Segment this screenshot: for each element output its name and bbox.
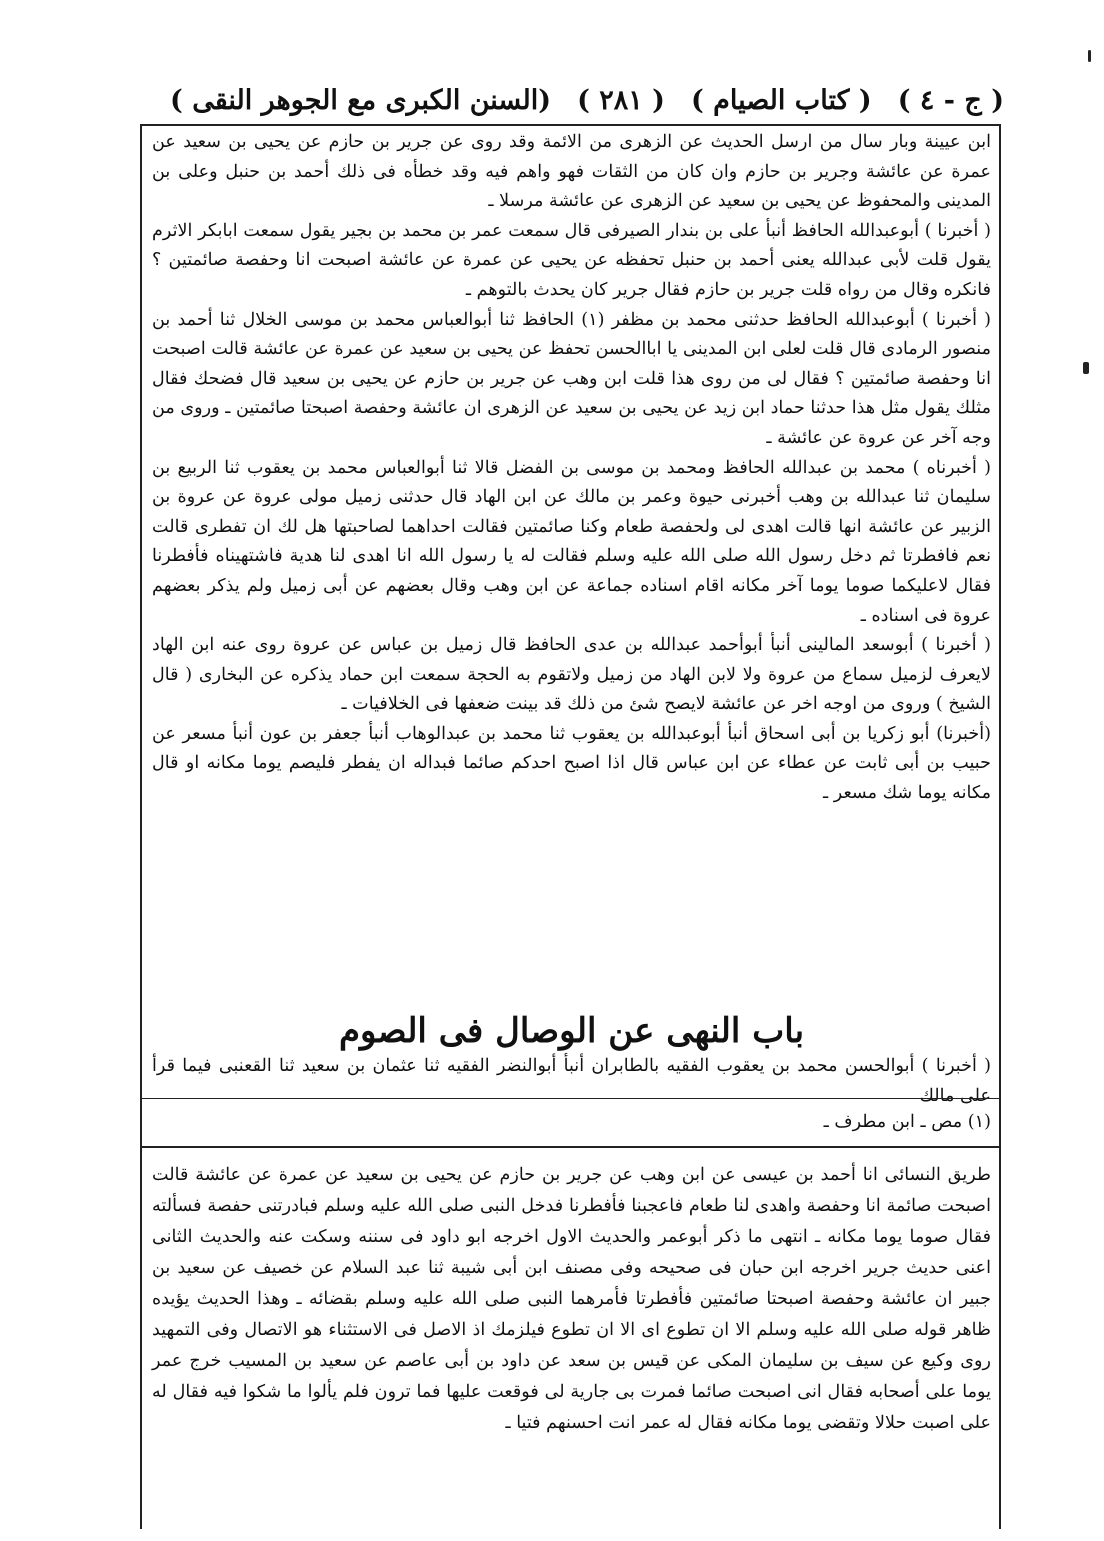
commentary-text: [152, 1160, 991, 1439]
margin-mark: [1083, 362, 1089, 374]
main-paragraph: ( أخبرنا ) أبوعبدالله الحافظ حدثنى محمد بن مظفر (١) الحافظ ثنا أبوالعباس محمد بن موسى الخلال ثنا أحمد بن منصور الرمادى قال قلت لعلى ابن المدينى يا اباالحسن تحفظ عن يحيى بن سعيد عن عمرة عن عائشة قالت اصبحت انا وحفصة صائمتين ؟ فقال لى من روى هذا قلت ابن وهب عن جرير بن حازم عن يحيى بن سعيد قال فضحك فقال مثلك يقول مثل هذا حدثنا حماد ابن زيد عن يحيى بن سعيد عن الزهرى ان عائشة وحفصة اصبحتا صائمتين ـ وروى من وجه آخر عن عروة عن عائشة ـ: [152, 309, 991, 448]
commentary-divider: [140, 1146, 1001, 1148]
main-paragraph: (أخبرنا) أبو زكريا بن أبى اسحاق أنبأ أبوعبدالله بن يعقوب ثنا محمد بن عبدالوهاب أنبأ جعفر بن عون أنبأ مسعر عن حبيب بن أبى ثابت عن عطاء عن ابن عباس قال اذا اصبح احدكم صائما فبداله ان يفطر فليصم يوما مكانه او قال مكانه يوما شك مسعر ـ: [152, 723, 991, 804]
header-page-number: ( ٢٨١ ): [577, 84, 665, 116]
main-paragraph: ( أخبرناه ) محمد بن عبدالله الحافظ ومحمد بن موسى بن الفضل قالا ثنا أبوالعباس محمد بن يعقوب ثنا الربيع بن سليمان ثنا عبدالله بن وهب أخبرنى حيوة وعمر بن مالك عن ابن الهاد قال حدثنى زميل مولى عروة عن عروة بن الزبير عن عائشة انها قالت اهدى لى ولحفصة طعام وكنا صائمتين فقالت احداهما لصاحبتها هل لك ان تفطرى قالت نعم فافطرتا ثم دخل رسول الله صلى الله عليه وسلم فقالت له يا رسول الله انا اهدى لنا هدية فاشتهيناه فأفطرنا فقال لاعليكما صوما يوما آخر مكانه اقام اسناده جماعة عن ابن وهب وقال بعضهم عن أبى زميل ولم يذكر بعضهم عروة فى اسناده ـ: [152, 457, 991, 626]
header-book-title: (السنن الكبرى مع الجوهر النقى ): [170, 84, 552, 116]
chapter-first-line: ( أخبرنا ) أبوالحسن محمد بن يعقوب الفقيه بالطابران أنبأ أبوالنضر الفقيه ثنا عثمان بن سعيد ثنا القعنبى فيما قرأ على مالك: [152, 1056, 991, 1106]
main-paragraph: ( أخبرنا ) أبوسعد المالينى أنبأ أبوأحمد عبدالله بن عدى الحافظ قال زميل بن عباس عن عروة روى عنه ابن الهاد لايعرف لزميل سماع من عروة ولا لابن الهاد من زميل ولاتقوم به الحجة سمعت ابن حماد يذكره عن البخارى ( قال الشيخ ) وروى من اوجه اخر عن عائشة لايصح شئ من ذلك قد بينت ضعفها فى الخلافيات ـ: [152, 635, 991, 715]
margin-mark: [1088, 50, 1091, 62]
footnote: (١) مص ـ ابن مطرف ـ: [823, 1112, 991, 1132]
chapter-heading: باب النهى عن الوصال فى الصوم: [338, 1011, 805, 1051]
footnote-divider: [140, 1098, 1001, 1099]
page-header: [170, 78, 1004, 122]
header-kitab: ( كتاب الصيام ): [691, 84, 872, 116]
commentary-paragraph: طريق النسائى انا أحمد بن عيسى عن ابن وهب عن جرير بن حازم عن يحيى بن سعيد عن عمرة عن عائشة قالت اصبحت صائمة انا وحفصة واهدى لنا طعام فاعجبنا فأفطرنا فدخل النبى صلى الله عليه وسلم فبادرتنى حفصة فسألته فقال صوما يوما مكانه ـ انتهى ما ذكر أبوعمر والحديث الاول اخرجه ابو داود فى سننه وسكت عنه والحديث الثانى اعنى حديث جرير اخرجه ابن حبان فى صحيحه وفى مصنف ابن أبى شيبة ثنا عبد السلام عن خصيف عن سعيد بن جبير ان عائشة وحفصة اصبحتا صائمتين فأفطرتا فأمرهما النبى صلى الله عليه وسلم بقضائه ـ وهذا الحديث يؤيده ظاهر قوله صلى الله عليه وسلم الا ان تطوع اى الا ان تطوع فيلزمك اذ الاصل فى الاستثناء هو الاتصال وفى التمهيد روى وكيع عن سيف بن سليمان المكى عن قيس بن سعد عن داود بن أبى عاصم عن سعيد بن المسيب خرج عمر يوما على أصحابه فقال انى اصبحت صائما فمرت بى جارية لى فوقعت عليها فما ترون فلم يألوا ما شكوا فيه فقال له على اصبت حلالا وتقضى يوما مكانه فقال له عمر انت احسنهم فتيا ـ: [152, 1165, 991, 1433]
main-paragraph: ابن عيينة وبار سال من ارسل الحديث عن الزهرى من الائمة وقد روى عن جرير بن حازم عن يحيى بن سعيد عن عمرة عن عائشة وجرير بن حازم وان كان من الثقات فهو واهم فيه وقد خطأه فى ذلك أحمد بن حنبل وعلى بن المدينى والمحفوظ عن يحيى بن سعيد عن الزهرى عن عائشة مرسلا ـ: [152, 132, 991, 212]
header-volume: ( ج - ٤ ): [897, 84, 1004, 116]
main-paragraph: ( أخبرنا ) أبوعبدالله الحافظ أنبأ على بن بندار الصيرفى قال سمعت عمر بن محمد بن بجير يقول سمعت ابابكر الاثرم يقول قلت لأبى عبدالله يعنى أحمد بن حنبل تحفظه عن يحيى عن عمرة عن عائشة اصبحت انا وحفصة صائمتين ؟ فانكره وقال من رواه قلت جرير بن حازم فقال جرير كان يحدث بالتوهم ـ: [152, 220, 991, 300]
main-text: [152, 128, 991, 809]
